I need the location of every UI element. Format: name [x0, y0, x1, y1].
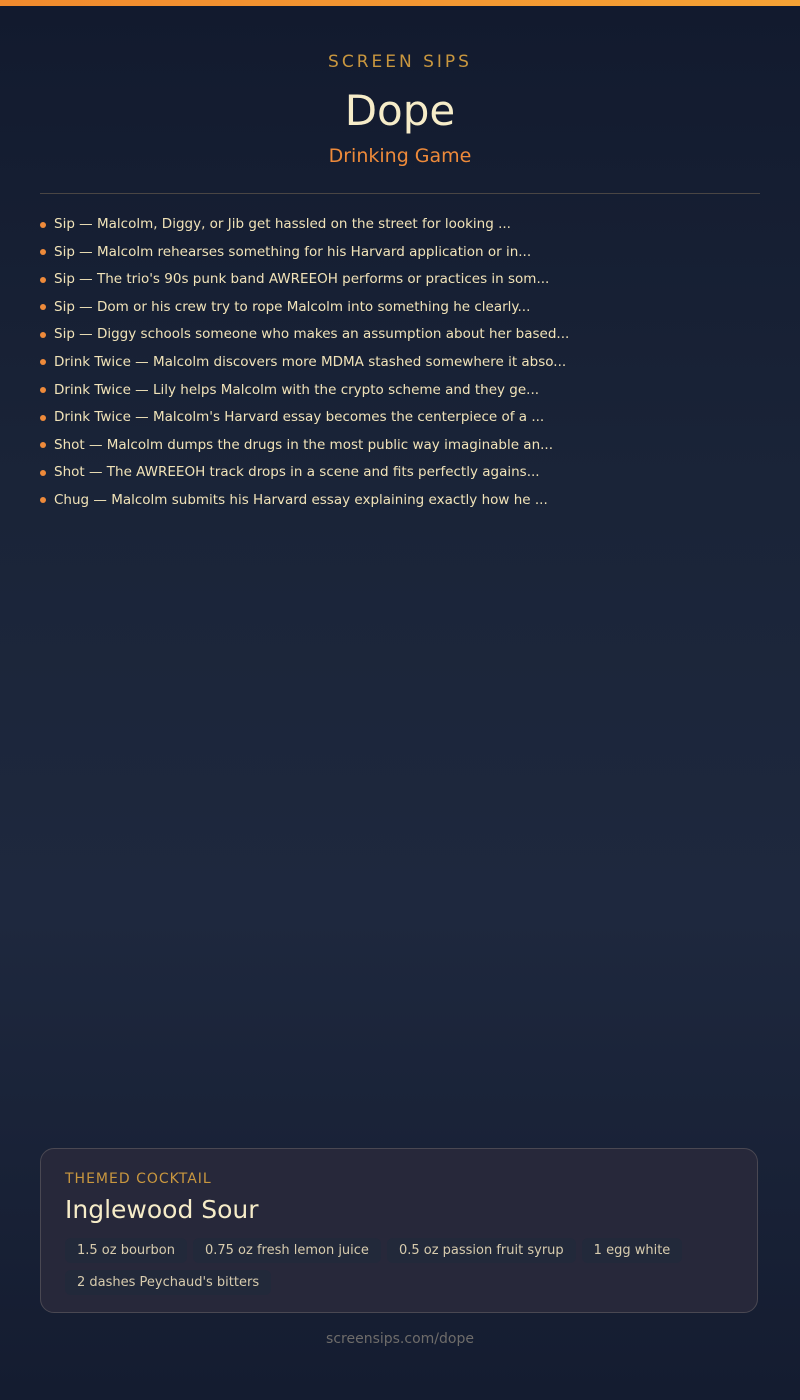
rule-item	[40, 321, 760, 349]
bullet-icon	[40, 497, 46, 503]
cocktail-label: THEMED COCKTAIL	[65, 1171, 212, 1187]
page-subtitle: Drinking Game	[328, 145, 472, 167]
rule-item	[40, 349, 760, 377]
rule-item	[40, 377, 760, 405]
rule-text: Sip — Malcolm, Diggy, or Jib get hassled on the street for looking ...	[54, 216, 511, 232]
rule-item	[40, 459, 760, 487]
cocktail-card	[40, 1148, 758, 1313]
bullet-icon	[40, 249, 46, 255]
bullet-icon	[40, 415, 46, 421]
rule-text: Shot — Malcolm dumps the drugs in the most public way imaginable an...	[54, 436, 554, 453]
ingredient-chip: 0.5 oz passion fruit syrup	[387, 1238, 576, 1263]
bullet-icon	[40, 332, 46, 338]
rule-item	[40, 432, 760, 460]
rule-text: Sip — Malcolm rehearses something for his Harvard application or in...	[54, 243, 532, 260]
bullet-icon	[40, 304, 46, 310]
ingredient-chip: 0.75 oz fresh lemon juice	[193, 1238, 381, 1263]
accent-bar	[0, 0, 800, 6]
ingredient-chip: 1 egg white	[582, 1238, 683, 1263]
brand-name: SCREEN SIPS	[328, 52, 472, 72]
rule-item	[40, 294, 760, 322]
header-divider	[40, 193, 760, 194]
rule-text: Shot — The AWREEOH track drops in a scene and fits perfectly agains...	[54, 464, 540, 481]
bullet-icon	[40, 359, 46, 365]
rule-text: Drink Twice — Malcolm's Harvard essay becomes the centerpiece of a ...	[54, 409, 545, 426]
bullet-icon	[40, 277, 46, 283]
rule-text: Chug — Malcolm submits his Harvard essay explaining exactly how he ...	[54, 491, 548, 508]
ingredient-list	[65, 1238, 745, 1302]
rule-text: Sip — Diggy schools someone who makes an assumption about her based...	[54, 326, 570, 343]
rule-item	[40, 211, 760, 239]
rule-item	[40, 239, 760, 267]
rule-item	[40, 487, 760, 515]
ingredient-chip: 2 dashes Peychaud's bitters	[65, 1270, 271, 1295]
bullet-icon	[40, 470, 46, 476]
page-title: Dope	[344, 86, 456, 135]
rule-item	[40, 404, 760, 432]
rule-text: Drink Twice — Lily helps Malcolm with the crypto scheme and they ge...	[54, 381, 540, 398]
rule-text: Drink Twice — Malcolm discovers more MDMA stashed somewhere it abso...	[54, 353, 567, 370]
bullet-icon	[40, 387, 46, 393]
bullet-icon	[40, 222, 46, 228]
rule-text: Sip — The trio's 90s punk band AWREEOH performs or practices in som...	[54, 271, 550, 288]
rule-item	[40, 266, 760, 294]
bullet-icon	[40, 442, 46, 448]
rules-list	[40, 211, 760, 515]
ingredient-chip: 1.5 oz bourbon	[65, 1238, 187, 1263]
footer-url[interactable]: screensips.com/dope	[326, 1331, 474, 1347]
rule-text: Sip — Dom or his crew try to rope Malcolm into something he clearly...	[54, 298, 531, 315]
cocktail-name: Inglewood Sour	[65, 1195, 259, 1224]
